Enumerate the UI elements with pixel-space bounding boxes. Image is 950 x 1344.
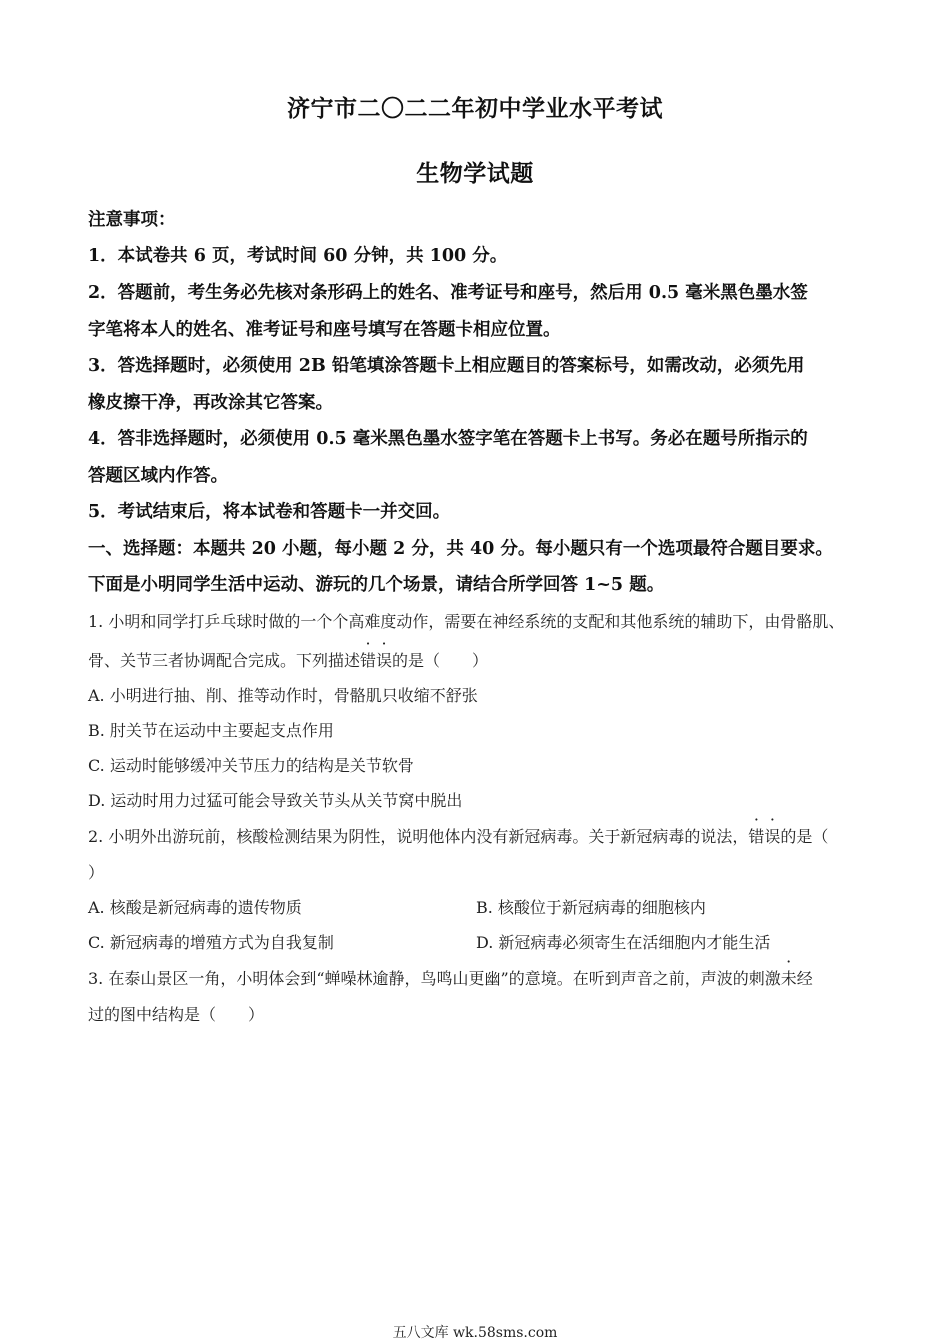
question-1-option-a: A. 小明进行抽、削、推等动作时，骨骼肌只收缩不舒张 — [88, 686, 478, 705]
question-1-text: 骨、关节三者协调配合完成。下列描述 — [88, 651, 361, 670]
question-1-line-2 — [88, 649, 878, 673]
question-2-option-d: D. 新冠病毒必须寄生在活细胞内才能生活 — [476, 933, 771, 952]
notice-item-3-line-2: 橡皮擦干净，再改涂其它答案。 — [88, 393, 333, 413]
answer-blank: 的是（ — [780, 827, 829, 846]
question-2-line-1 — [88, 825, 878, 849]
notice-item-2-line-1: 2．答题前，考生务必先核对条形码上的姓名、准考证号和座号，然后用 0.5 毫米黑色墨水签 — [88, 283, 808, 303]
question-3-text: 3. 在泰山景区一角，小明体会到“蝉噪林逾静，鸟鸣山更幽”的意境。在听到声音之前，声波的刺激 — [88, 969, 781, 988]
notice-item-3-line-1: 3．答选择题时，必须使用 2B 铅笔填涂答题卡上相应题目的答案标号，如需改动，必须先用 — [88, 356, 805, 376]
question-2-option-b: B. 核酸位于新冠病毒的细胞核内 — [476, 898, 706, 917]
footer-watermark: 五八文库 wk.58sms.com — [392, 1325, 558, 1341]
section-heading: 一、选择题：本题共 20 小题，每小题 2 分，共 40 分。每小题只有一个选项最符合题目要求。 — [88, 539, 833, 559]
notice-item-1: 1．本试卷共 6 页，考试时间 60 分钟，共 100 分。 — [88, 246, 508, 266]
exam-title: 济宁市二〇二二年初中学业水平考试 — [287, 95, 663, 122]
notice-item-4-line-1: 4．答非选择题时，必须使用 0.5 毫米黑色墨水签字笔在答题卡上书写。务必在题号所指示的 — [88, 429, 808, 449]
question-2-text: 2. 小明外出游玩前，核酸检测结果为阴性，说明他体内没有新冠病毒。关于新冠病毒的说法， — [88, 827, 749, 846]
notice-item-2-line-2: 字笔将本人的姓名、准考证号和座号填写在答题卡相应位置。 — [88, 320, 561, 340]
question-3-line-2: 过的图中结构是（ ） — [88, 1005, 265, 1024]
emphasis-char: 误 — [764, 827, 781, 846]
exam-subtitle: 生物学试题 — [416, 160, 534, 187]
question-2-options-row-1 — [88, 896, 878, 920]
emphasis-char: 未 — [780, 969, 797, 988]
answer-blank: 的是（ ） — [392, 651, 489, 670]
emphasis-char: 误 — [376, 651, 393, 670]
question-1-option-d: D. 运动时用力过猛可能会导致关节头从关节窝中脱出 — [88, 791, 463, 810]
question-2-options-row-2 — [88, 931, 878, 955]
question-2-option-c: C. 新冠病毒的增殖方式为自我复制 — [88, 933, 334, 952]
question-1-option-b: B. 肘关节在运动中主要起支点作用 — [88, 721, 334, 740]
emphasis-char: 错 — [748, 827, 765, 846]
question-1-line-1: 1. 小明和同学打乒乓球时做的一个个高难度动作，需要在神经系统的支配和其他系统的辅助下，由骨骼肌、 — [88, 612, 845, 631]
emphasis-char: 错 — [360, 651, 377, 670]
question-2-option-a: A. 核酸是新冠病毒的遗传物质 — [88, 898, 302, 917]
notice-item-4-line-2: 答题区域内作答。 — [88, 466, 228, 486]
section-intro: 下面是小明同学生活中运动、游玩的几个场景，请结合所学回答 1~5 题。 — [88, 575, 665, 595]
question-3-line-1 — [88, 967, 878, 991]
question-2-line-2: ） — [88, 863, 105, 882]
question-3-text-end: 经 — [796, 969, 813, 988]
notice-item-5: 5．考试结束后，将本试卷和答题卡一并交回。 — [88, 502, 451, 522]
notice-heading: 注意事项： — [88, 210, 176, 230]
question-1-option-c: C. 运动时能够缓冲关节压力的结构是关节软骨 — [88, 756, 414, 775]
